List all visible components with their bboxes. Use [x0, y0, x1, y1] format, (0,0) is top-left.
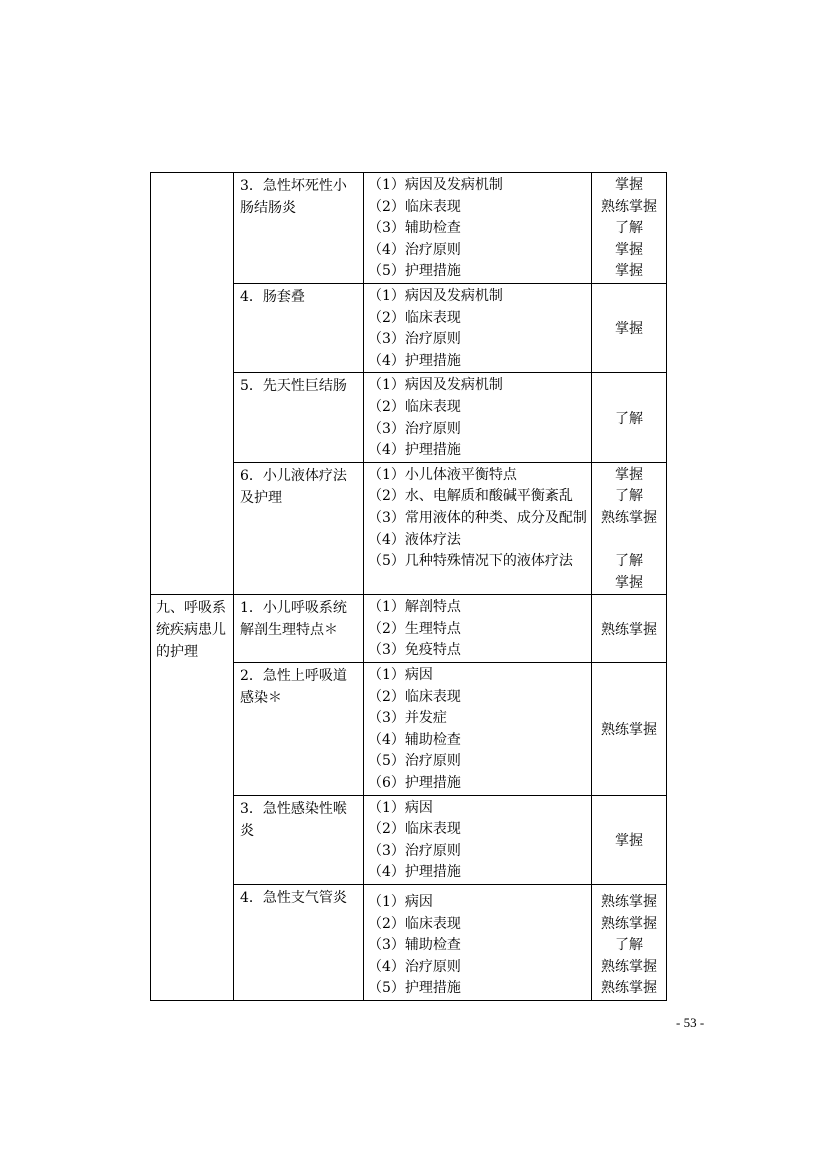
content-cell — [364, 283, 592, 372]
requirement-level: 了解 — [615, 937, 643, 954]
content-cell — [364, 663, 592, 796]
requirement-level: 熟练掌握 — [601, 958, 657, 975]
requirement-cell — [592, 885, 667, 1001]
content-item: （4）治疗原则 — [368, 958, 461, 975]
topic-cell: 3．急性感染性喉炎 — [234, 795, 364, 884]
requirement-level: 了解 — [615, 488, 643, 505]
category-cell: 九、呼吸系统疾病患儿的护理 — [151, 595, 234, 1001]
requirement-level: 熟练掌握 — [601, 198, 657, 215]
content-cell — [364, 462, 592, 595]
spacer — [592, 530, 666, 552]
requirement-level: 了解 — [615, 220, 643, 237]
requirement-cell: 掌握 — [592, 795, 667, 884]
content-item: （4）治疗原则 — [368, 241, 461, 258]
content-item: （1）病因 — [368, 799, 433, 816]
content-item: （2）临床表现 — [368, 198, 461, 215]
content-item: （5）护理措施 — [368, 980, 461, 997]
content-item: （2）临床表现 — [368, 915, 461, 932]
content-item: （2）临床表现 — [368, 688, 461, 705]
page-number: - 53 - — [676, 1015, 705, 1030]
content-item: （4）护理措施 — [368, 442, 461, 459]
topic-cell: 3．急性坏死性小肠结肠炎 — [234, 173, 364, 284]
content-item: （5）几种特殊情况下的液体疗法 — [368, 553, 573, 570]
content-item: （2）水、电解质和酸碱平衡紊乱 — [368, 488, 573, 505]
content-item: （3）免疫特点 — [368, 642, 461, 659]
content-item: （2）临床表现 — [368, 398, 461, 415]
content-item: （1）病因 — [368, 894, 433, 910]
content-item: （3）并发症 — [368, 710, 447, 727]
requirement-level: 熟练掌握 — [601, 980, 657, 997]
requirement-level: 了解 — [615, 553, 643, 570]
requirement-cell — [592, 173, 667, 284]
requirement-level: 掌握 — [615, 263, 643, 280]
requirement-level: 掌握 — [615, 466, 643, 483]
topic-cell: 4．肠套叠 — [234, 283, 364, 372]
content-item: （5）治疗原则 — [368, 753, 461, 770]
content-item: （2）临床表现 — [368, 821, 461, 838]
content-item: （3）治疗原则 — [368, 842, 461, 859]
syllabus-table — [150, 172, 667, 1001]
content-item: （4）护理措施 — [368, 864, 461, 881]
requirement-cell: 熟练掌握 — [592, 595, 667, 663]
content-cell — [364, 373, 592, 462]
content-item: （1）病因 — [368, 667, 433, 684]
requirement-level: 掌握 — [615, 177, 643, 193]
requirement-level: 熟练掌握 — [601, 894, 657, 910]
content-item: （4）液体疗法 — [368, 531, 461, 548]
content-item: （3）辅助检查 — [368, 937, 461, 954]
content-item: （5）护理措施 — [368, 263, 461, 280]
requirement-cell: 了解 — [592, 373, 667, 462]
table-row — [151, 173, 667, 284]
requirement-level: 掌握 — [615, 241, 643, 258]
content-item: （1）病因及发病机制 — [368, 177, 503, 193]
content-item: （3）常用液体的种类、成分及配制 — [368, 509, 587, 526]
topic-cell: 1．小儿呼吸系统解剖生理特点＊ — [234, 595, 364, 663]
requirement-cell — [592, 462, 667, 595]
topic-cell: 5．先天性巨结肠 — [234, 373, 364, 462]
content-item: （2）生理特点 — [368, 620, 461, 637]
topic-cell: 2．急性上呼吸道感染＊ — [234, 663, 364, 796]
requirement-cell: 掌握 — [592, 283, 667, 372]
content-cell — [364, 885, 592, 1001]
requirement-level: 熟练掌握 — [601, 509, 657, 526]
content-item: （4）辅助检查 — [368, 731, 461, 748]
content-item: （3）治疗原则 — [368, 331, 461, 348]
requirement-cell: 熟练掌握 — [592, 663, 667, 796]
content-item: （3）治疗原则 — [368, 420, 461, 437]
category-cell — [151, 173, 234, 595]
content-item: （1）小儿体液平衡特点 — [368, 466, 517, 483]
content-cell — [364, 595, 592, 663]
topic-cell: 6．小儿液体疗法及护理 — [234, 462, 364, 595]
requirement-level: 掌握 — [615, 574, 643, 591]
content-cell — [364, 173, 592, 284]
topic-cell: 4．急性支气管炎 — [234, 885, 364, 1001]
content-item: （6）护理措施 — [368, 775, 461, 792]
requirement-level: 熟练掌握 — [601, 915, 657, 932]
content-item: （4）护理措施 — [368, 352, 461, 369]
content-item: （1）病因及发病机制 — [368, 377, 503, 394]
table-row — [151, 595, 667, 663]
content-item: （3）辅助检查 — [368, 220, 461, 237]
content-item: （1）解剖特点 — [368, 599, 461, 616]
content-cell — [364, 795, 592, 884]
content-item: （1）病因及发病机制 — [368, 287, 503, 304]
content-item: （2）临床表现 — [368, 309, 461, 326]
